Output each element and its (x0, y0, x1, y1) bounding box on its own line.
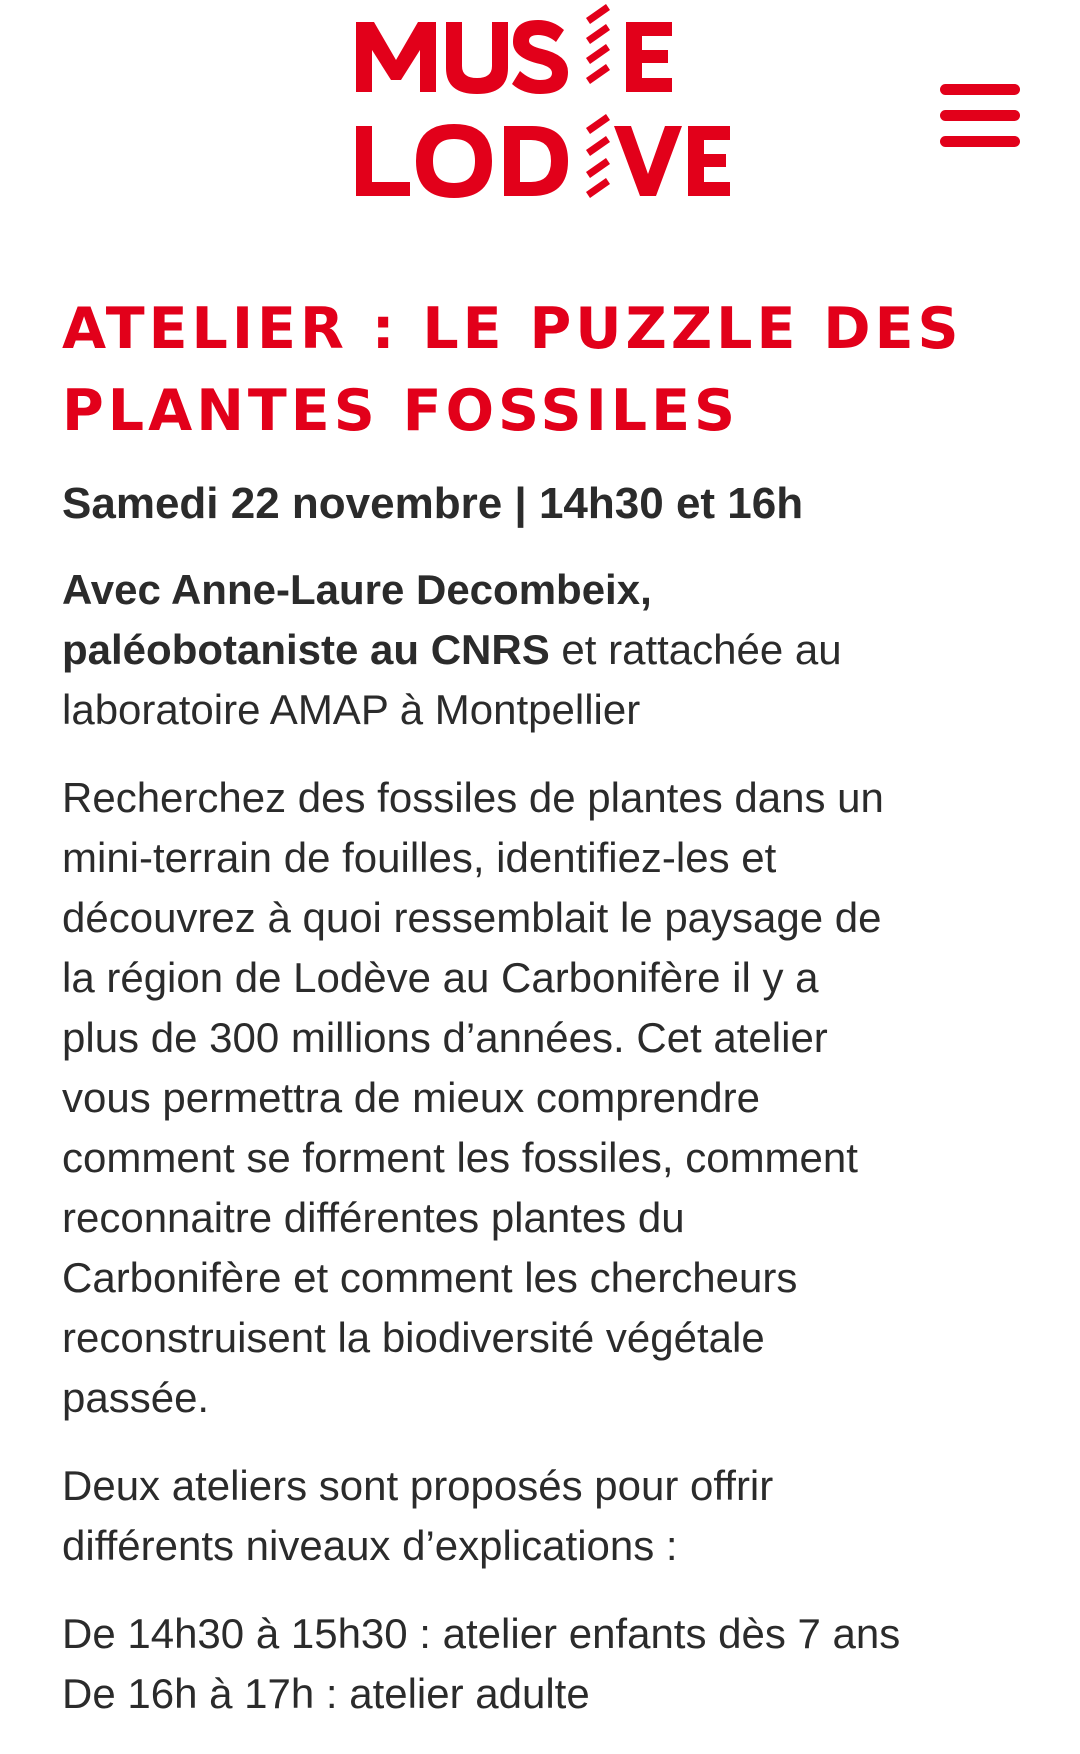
description-line: découvrez à quoi ressemblait le paysage de (62, 894, 882, 941)
speaker-title: paléobotaniste au CNRS (62, 626, 550, 673)
speaker-intro (62, 560, 1022, 740)
workshops-line: différents niveaux d’explications : (62, 1522, 678, 1569)
menu-bar-middle (940, 110, 1020, 121)
logo-mark (354, 0, 734, 220)
speaker-affiliation: et rattachée au (549, 626, 842, 673)
site-header (0, 0, 1080, 230)
description-line: reconstruisent la biodiversité végétale (62, 1314, 765, 1361)
menu-bar-top (940, 84, 1020, 95)
description-line: la région de Lodève au Carbonifère il y a (62, 954, 819, 1001)
title-line: PLANTES FOSSILES (62, 378, 740, 444)
page-title (62, 288, 1022, 452)
musee-lodeve-logo[interactable] (354, 0, 734, 220)
description-line: reconnaitre différentes plantes du (62, 1194, 685, 1241)
speaker-lab: laboratoire AMAP à Montpellier (62, 686, 641, 733)
description-line: vous permettra de mieux comprendre (62, 1074, 760, 1121)
speaker-name: Avec Anne-Laure Decombeix, (62, 566, 652, 613)
schedule-item-children: De 14h30 à 15h30 : atelier enfants dès 7 ans (62, 1610, 901, 1657)
logo-letters (356, 4, 730, 198)
workshop-schedule (62, 1604, 1022, 1724)
description-line: Carbonifère et comment les chercheurs (62, 1254, 798, 1301)
schedule-item-adults: De 16h à 17h : atelier adulte (62, 1670, 590, 1717)
description-line: passée. (62, 1374, 210, 1421)
workshop-description (62, 768, 1022, 1428)
menu-bar-bottom (940, 136, 1020, 147)
workshops-intro (62, 1456, 1022, 1576)
description-line: plus de 300 millions d’années. Cet atelier (62, 1014, 828, 1061)
event-date-time: Samedi 22 novembre | 14h30 et 16h (62, 479, 804, 528)
hamburger-menu-icon[interactable] (940, 80, 1020, 152)
speaker-role-line (62, 620, 1022, 680)
description-line: comment se forment les fossiles, comment (62, 1134, 858, 1181)
title-line: ATELIER : LE PUZZLE DES (62, 296, 963, 362)
description-line: Recherchez des fossiles de plantes dans un (62, 774, 884, 821)
workshops-line: Deux ateliers sont proposés pour offrir (62, 1462, 774, 1509)
article-content (62, 288, 1022, 1724)
description-line: mini-terrain de fouilles, identifiez-les et (62, 834, 777, 881)
